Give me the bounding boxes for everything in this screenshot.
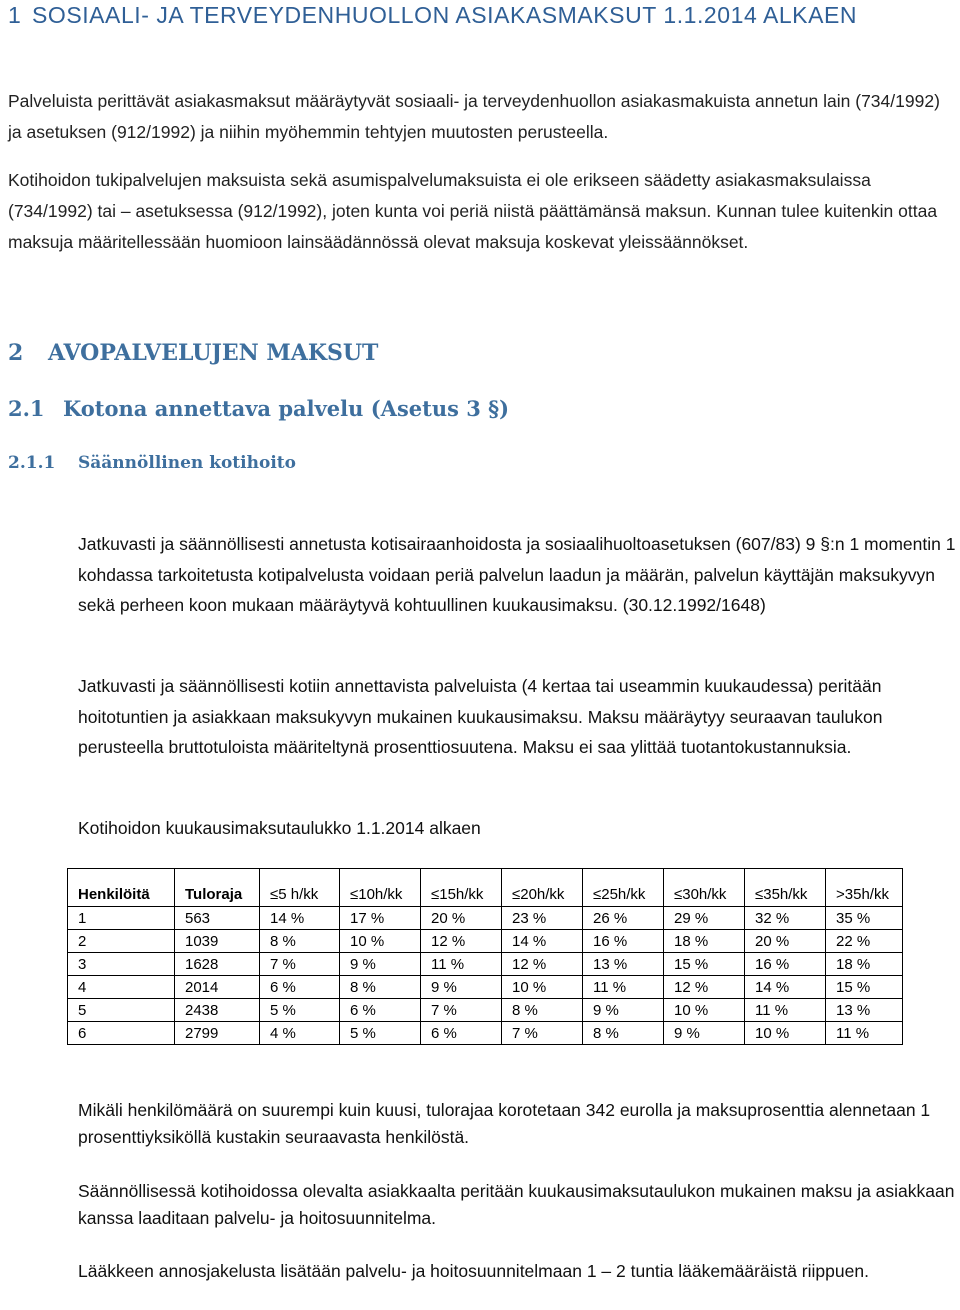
column-header-hours: ≤15h/kk <box>421 869 502 907</box>
table-cell: 2 <box>68 930 175 953</box>
table-cell: 7 % <box>502 1022 583 1045</box>
table-cell: 20 % <box>421 907 502 930</box>
table-cell: 11 % <box>583 976 664 999</box>
body-paragraph-1: Jatkuvasti ja säännöllisesti annetusta kotisairaanhoidosta ja sosiaalihuoltoasetuksen (607/83) 9 §:n 1 momentin 1 kohdassa tarkoitetusta kotipalvelusta voidaan periä palvelun laadun ja määrän, palvelun käyttäjän maksukyvyn sekä perheen koon mukaan määräytyvä kohtuullinen kuukausimaksu. (30.12.1992/1648) <box>78 534 956 615</box>
table-cell: 8 % <box>260 930 340 953</box>
section-heading-text: AVOPALVELUJEN MAKSUT <box>48 340 379 366</box>
table-cell: 13 % <box>583 953 664 976</box>
table-cell: 1 <box>68 907 175 930</box>
main-heading-text: SOSIAALI- JA TERVEYDENHUOLLON ASIAKASMAKSUT 1.1.2014 ALKAEN <box>32 2 858 28</box>
table-cell: 5 <box>68 999 175 1022</box>
table-cell: 10 % <box>340 930 421 953</box>
table-cell: 6 <box>68 1022 175 1045</box>
table-cell: 13 % <box>826 999 903 1022</box>
table-cell: 10 % <box>502 976 583 999</box>
table-cell: 6 % <box>260 976 340 999</box>
table-cell: 9 % <box>664 1022 745 1045</box>
table-cell: 9 % <box>583 999 664 1022</box>
table-cell: 7 % <box>260 953 340 976</box>
fee-table-body <box>68 907 903 1045</box>
column-header-hours: >35h/kk <box>826 869 903 907</box>
subsection-heading-text: Kotona annettava palvelu (Asetus 3 §) <box>63 396 510 421</box>
section-heading <box>8 337 378 369</box>
table-cell: 18 % <box>826 953 903 976</box>
table-cell: 15 % <box>664 953 745 976</box>
table-cell: 32 % <box>745 907 826 930</box>
intro-paragraph-2: Kotihoidon tukipalvelujen maksuista sekä asumispalvelumaksuista ei ole erikseen säädetty asiakasmaksulaissa (734/1992) tai – asetuksessa (912/1992), joten kunta voi periä niistä päättämänsä maksun. Kunnan tulee kuitenkin ottaa maksuja määritellessään huomioon lainsäädännössä olevat maksuja koskevat yleissäännökset. <box>8 170 938 252</box>
table-cell: 16 % <box>583 930 664 953</box>
table-cell: 1039 <box>175 930 260 953</box>
main-heading-number: 1 <box>8 2 22 28</box>
subsubsection-heading <box>8 450 296 476</box>
table-row <box>68 907 903 930</box>
table-cell: 18 % <box>664 930 745 953</box>
body-paragraph-2: Jatkuvasti ja säännöllisesti kotiin annettavista palveluista (4 kertaa tai useammin kuukaudessa) peritään hoitotuntien ja asiakkaan maksukyvyn mukainen kuukausimaksu. Maksu määräytyy seuraavan taulukon perusteella bruttotuloista määriteltynä prosenttiosuutena. Maksu ei saa ylittää tuotantokustannuksia. <box>78 676 883 757</box>
table-cell: 2014 <box>175 976 260 999</box>
table-cell: 1628 <box>175 953 260 976</box>
table-cell: 11 % <box>421 953 502 976</box>
table-cell: 10 % <box>664 999 745 1022</box>
table-cell: 16 % <box>745 953 826 976</box>
table-cell: 6 % <box>421 1022 502 1045</box>
table-cell: 26 % <box>583 907 664 930</box>
table-cell: 17 % <box>340 907 421 930</box>
column-header-hours: ≤35h/kk <box>745 869 826 907</box>
section-heading-number: 2 <box>8 340 24 366</box>
column-header-hours: ≤5 h/kk <box>260 869 340 907</box>
column-header-hours: ≤10h/kk <box>340 869 421 907</box>
table-cell: 20 % <box>745 930 826 953</box>
table-cell: 35 % <box>826 907 903 930</box>
subsubsection-heading-text: Säännöllinen kotihoito <box>78 453 296 473</box>
body-paragraph-5: Lääkkeen annosjakelusta lisätään palvelu- ja hoitosuunnitelmaan 1 – 2 tuntia lääkemääräistä riippuen. <box>78 1261 869 1281</box>
table-cell: 29 % <box>664 907 745 930</box>
table-cell: 14 % <box>745 976 826 999</box>
table-cell: 12 % <box>664 976 745 999</box>
table-row <box>68 976 903 999</box>
body-paragraph-3: Mikäli henkilömäärä on suurempi kuin kuusi, tulorajaa korotetaan 342 eurolla ja maksuprosenttia alennetaan 1 prosenttiyksiköllä kustakin seuraavasta henkilöstä. <box>78 1100 931 1147</box>
table-cell: 8 % <box>583 1022 664 1045</box>
main-heading <box>8 0 960 30</box>
table-cell: 10 % <box>745 1022 826 1045</box>
table-cell: 4 <box>68 976 175 999</box>
column-header-hours: ≤20h/kk <box>502 869 583 907</box>
table-cell: 3 <box>68 953 175 976</box>
table-cell: 15 % <box>826 976 903 999</box>
fee-table-header-row <box>68 869 903 907</box>
table-cell: 8 % <box>340 976 421 999</box>
table-cell: 4 % <box>260 1022 340 1045</box>
table-cell: 5 % <box>340 1022 421 1045</box>
table-row <box>68 953 903 976</box>
subsubsection-heading-number: 2.1.1 <box>8 453 56 473</box>
table-row <box>68 999 903 1022</box>
table-cell: 7 % <box>421 999 502 1022</box>
table-cell: 2438 <box>175 999 260 1022</box>
table-cell: 22 % <box>826 930 903 953</box>
table-cell: 14 % <box>502 930 583 953</box>
table-cell: 12 % <box>421 930 502 953</box>
table-cell: 12 % <box>502 953 583 976</box>
subsection-heading <box>8 393 509 425</box>
table-cell: 14 % <box>260 907 340 930</box>
column-header-persons: Henkilöitä <box>68 869 175 907</box>
column-header-hours: ≤30h/kk <box>664 869 745 907</box>
table-cell: 2799 <box>175 1022 260 1045</box>
column-header-hours: ≤25h/kk <box>583 869 664 907</box>
table-cell: 9 % <box>340 953 421 976</box>
table-cell: 11 % <box>826 1022 903 1045</box>
intro-paragraph-1: Palveluista perittävät asiakasmaksut määräytyvät sosiaali- ja terveydenhuollon asiakasmakuista annetun lain (734/1992) ja asetuksen (912/1992) ja niihin myöhemmin tehtyjen muutosten perusteella. <box>8 91 940 142</box>
column-header-income-limit: Tuloraja <box>175 869 260 907</box>
table-cell: 8 % <box>502 999 583 1022</box>
table-cell: 9 % <box>421 976 502 999</box>
table-row <box>68 1022 903 1045</box>
fee-table <box>67 868 903 1045</box>
body-paragraph-4: Säännöllisessä kotihoidossa olevalta asiakkaalta peritään kuukausimaksutaulukon mukainen maksu ja asiakkaan kanssa laaditaan palvelu- ja hoitosuunnitelma. <box>78 1181 955 1228</box>
table-cell: 6 % <box>340 999 421 1022</box>
table-cell: 11 % <box>745 999 826 1022</box>
subsection-heading-number: 2.1 <box>8 396 45 421</box>
table-cell: 5 % <box>260 999 340 1022</box>
table-cell: 563 <box>175 907 260 930</box>
table-cell: 23 % <box>502 907 583 930</box>
table-title: Kotihoidon kuukausimaksutaulukko 1.1.2014 alkaen <box>78 818 481 838</box>
table-row <box>68 930 903 953</box>
